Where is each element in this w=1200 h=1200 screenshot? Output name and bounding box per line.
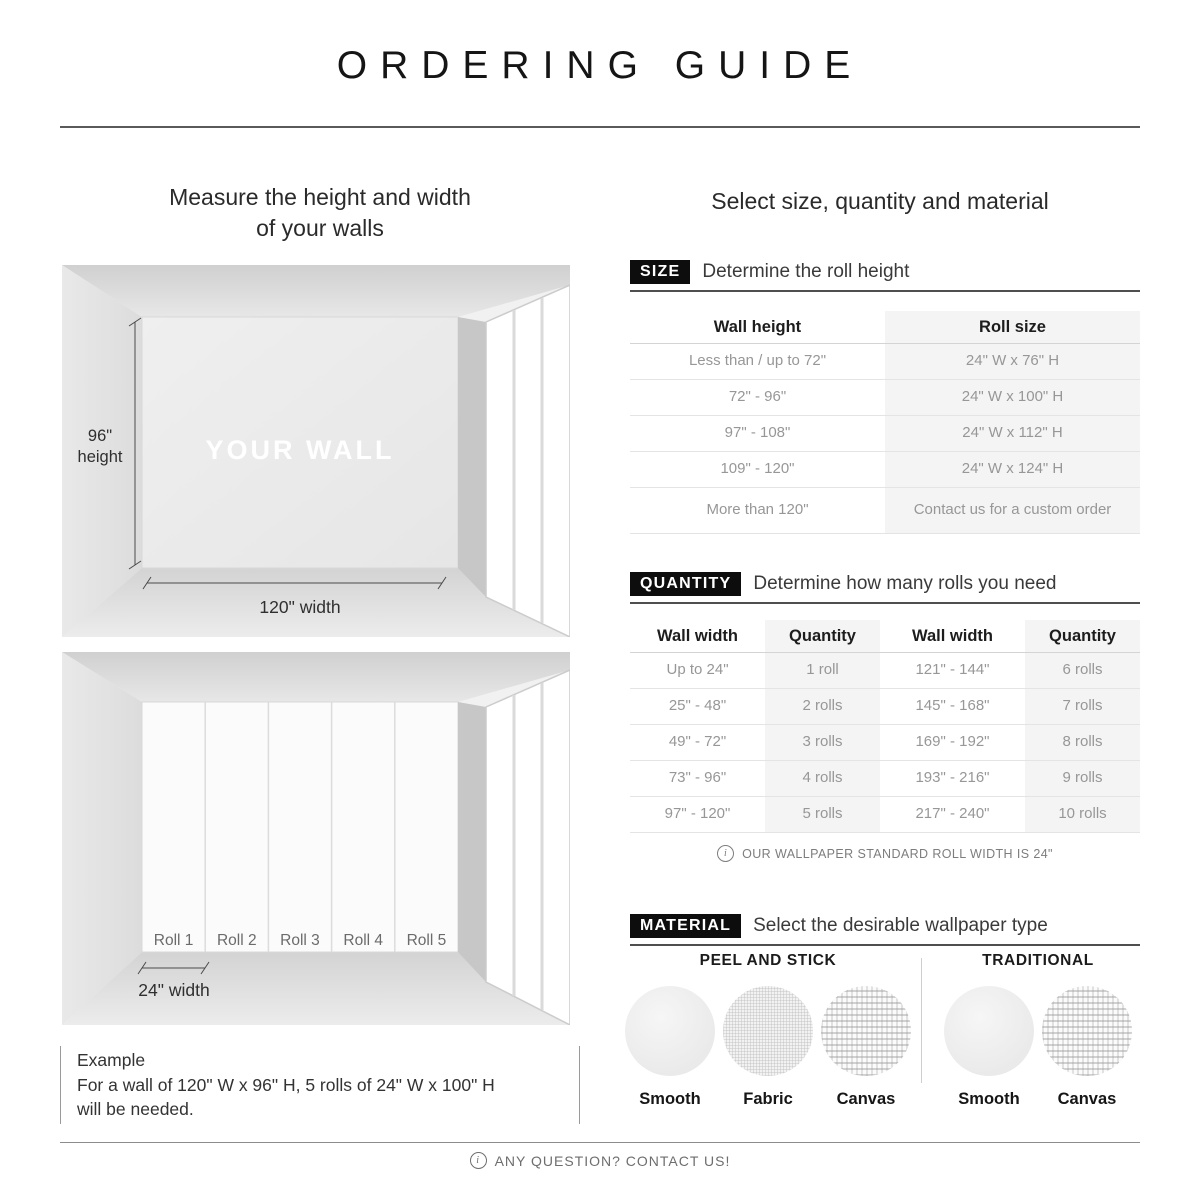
qty-cell: 73" - 96" bbox=[630, 761, 765, 797]
qty-cell: 217" - 240" bbox=[880, 797, 1025, 833]
qty-cell: 169" - 192" bbox=[880, 725, 1025, 761]
qty-col-header: Quantity bbox=[765, 620, 880, 653]
swatch-fabric bbox=[723, 986, 813, 1076]
qty-col-header: Wall width bbox=[880, 620, 1025, 653]
swatch-smooth bbox=[625, 986, 715, 1076]
qty-col-header: Wall width bbox=[630, 620, 765, 653]
size-cell: 24" W x 124" H bbox=[885, 452, 1140, 488]
size-section-header bbox=[630, 260, 1140, 292]
material-divider bbox=[921, 958, 922, 1083]
qty-cell: 49" - 72" bbox=[630, 725, 765, 761]
swatch-smooth bbox=[944, 986, 1034, 1076]
example-line2: will be needed. bbox=[77, 1099, 194, 1119]
swatch-row bbox=[944, 986, 1132, 1109]
example-block bbox=[60, 1046, 580, 1124]
qty-cell: 4 rolls bbox=[765, 761, 880, 797]
swatch-label: Canvas bbox=[1057, 1090, 1117, 1108]
roll-width-label: 24" width bbox=[138, 980, 210, 1000]
right-column-heading: Select size, quantity and material bbox=[711, 188, 1049, 214]
left-heading-line1: Measure the height and width bbox=[169, 184, 471, 210]
roll-label: Roll 2 bbox=[216, 932, 257, 949]
material-group-traditional bbox=[929, 952, 1147, 1109]
size-badge: SIZE bbox=[630, 260, 690, 284]
material-badge: MATERIAL bbox=[630, 914, 741, 938]
swatch-item bbox=[1042, 986, 1132, 1109]
size-cell: 72" - 96" bbox=[630, 380, 885, 416]
wall-height-word: height bbox=[77, 448, 123, 466]
wall-width-label: 120" width bbox=[259, 597, 341, 617]
swatch-canvas bbox=[821, 986, 911, 1076]
size-table bbox=[630, 311, 1140, 534]
qty-cell: 7 rolls bbox=[1025, 689, 1140, 725]
qty-cell: 145" - 168" bbox=[880, 689, 1025, 725]
roll-label: Roll 4 bbox=[343, 932, 384, 949]
roll-width-note bbox=[630, 845, 1140, 862]
top-divider bbox=[60, 126, 1140, 128]
bottom-divider bbox=[60, 1142, 1140, 1143]
footer-contact-text: ANY QUESTION? CONTACT US! bbox=[494, 1152, 731, 1169]
qty-cell: 5 rolls bbox=[765, 797, 880, 833]
size-cell: 97" - 108" bbox=[630, 416, 885, 452]
swatch-canvas bbox=[1042, 986, 1132, 1076]
size-subtitle: Determine the roll height bbox=[702, 261, 910, 282]
size-cell: 24" W x 100" H bbox=[885, 380, 1140, 416]
left-column-heading bbox=[60, 182, 580, 244]
window-panes-shape bbox=[486, 285, 570, 637]
quantity-badge: QUANTITY bbox=[630, 572, 741, 596]
wall-height-value: 96" bbox=[87, 427, 113, 445]
size-cell: 109" - 120" bbox=[630, 452, 885, 488]
size-col-header-wall-height: Wall height bbox=[630, 311, 885, 344]
qty-cell: 121" - 144" bbox=[880, 653, 1025, 689]
qty-cell: 8 rolls bbox=[1025, 725, 1140, 761]
footer-contact-note bbox=[0, 1152, 1200, 1169]
qty-col-header: Quantity bbox=[1025, 620, 1140, 653]
roll-label: Roll 5 bbox=[406, 932, 447, 949]
qty-cell: 10 rolls bbox=[1025, 797, 1140, 833]
material-subtitle: Select the desirable wallpaper type bbox=[753, 915, 1048, 936]
quantity-table bbox=[630, 620, 1140, 833]
material-group-name: PEEL AND STICK bbox=[699, 952, 837, 969]
swatch-label: Smooth bbox=[958, 1090, 1020, 1108]
room-illustration-measure bbox=[62, 265, 570, 637]
size-col-header-roll-size: Roll size bbox=[885, 311, 1140, 344]
swatch-label: Smooth bbox=[639, 1090, 701, 1108]
qty-cell: 2 rolls bbox=[765, 689, 880, 725]
page-title: ORDERING GUIDE bbox=[336, 44, 864, 87]
swatch-item bbox=[821, 986, 911, 1109]
qty-cell: 6 rolls bbox=[1025, 653, 1140, 689]
qty-cell: 3 rolls bbox=[765, 725, 880, 761]
qty-cell: 1 roll bbox=[765, 653, 880, 689]
swatch-item bbox=[944, 986, 1034, 1109]
example-title: Example bbox=[77, 1050, 146, 1070]
roll-label: Roll 1 bbox=[153, 932, 194, 949]
swatch-label: Fabric bbox=[743, 1090, 793, 1108]
size-cell: More than 120" bbox=[630, 488, 885, 534]
left-heading-line2: of your walls bbox=[256, 215, 384, 242]
size-cell: Less than / up to 72" bbox=[630, 344, 885, 380]
roll-panels-area bbox=[142, 702, 458, 952]
quantity-section-header bbox=[630, 572, 1140, 604]
qty-cell: 25" - 48" bbox=[630, 689, 765, 725]
window-panes-shape bbox=[486, 670, 570, 1025]
window-pillar-shape bbox=[458, 317, 486, 597]
swatch-label: Canvas bbox=[836, 1090, 896, 1108]
roll-width-note-text: OUR WALLPAPER STANDARD ROLL WIDTH IS 24" bbox=[742, 846, 1053, 861]
info-icon bbox=[470, 1152, 487, 1169]
roll-label: Roll 3 bbox=[280, 932, 320, 949]
size-cell: 24" W x 112" H bbox=[885, 416, 1140, 452]
swatch-item bbox=[625, 986, 715, 1109]
your-wall-label: YOUR WALL bbox=[205, 435, 395, 465]
qty-cell: 193" - 216" bbox=[880, 761, 1025, 797]
room-illustration-rolls bbox=[62, 652, 570, 1025]
material-group-peel-and-stick bbox=[622, 952, 914, 1109]
swatch-row bbox=[625, 986, 911, 1109]
qty-cell: Up to 24" bbox=[630, 653, 765, 689]
qty-cell: 97" - 120" bbox=[630, 797, 765, 833]
window-pillar-shape bbox=[458, 702, 486, 982]
qty-cell: 9 rolls bbox=[1025, 761, 1140, 797]
material-section-header bbox=[630, 914, 1140, 946]
size-cell: 24" W x 76" H bbox=[885, 344, 1140, 380]
example-line1: For a wall of 120" W x 96" H, 5 rolls of 24" W x 100" H bbox=[77, 1074, 495, 1095]
material-group-name: TRADITIONAL bbox=[982, 952, 1094, 969]
material-groups bbox=[622, 952, 1148, 1109]
quantity-subtitle: Determine how many rolls you need bbox=[753, 573, 1057, 594]
swatch-item bbox=[723, 986, 813, 1109]
info-icon bbox=[717, 845, 734, 862]
size-cell: Contact us for a custom order bbox=[885, 488, 1140, 534]
